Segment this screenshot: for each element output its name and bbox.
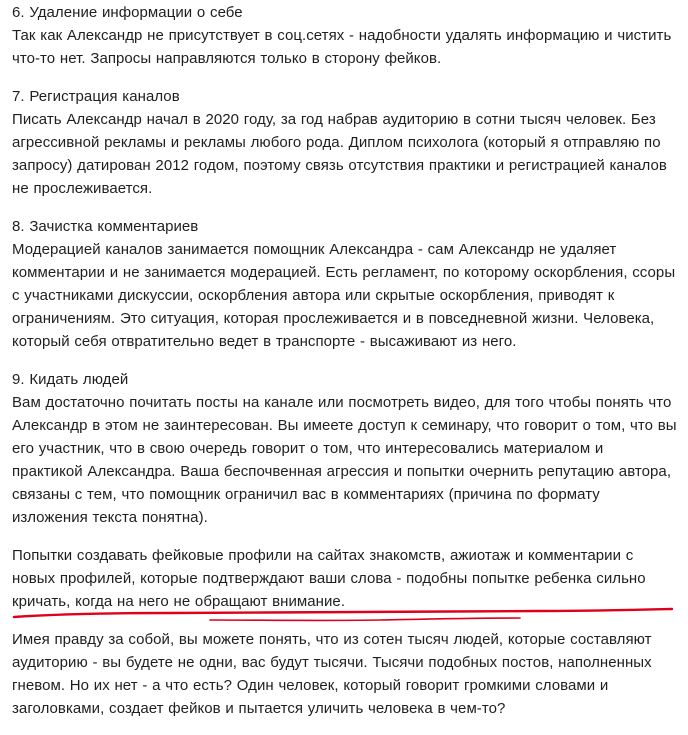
section-text: Так как Александр не присутствует в соц.сетях - надобности удалять информацию и чистить что-то нет. Запросы направляются только в сторону фейков.	[12, 27, 672, 67]
section-heading: 8. Зачистка комментариев	[12, 218, 199, 235]
section-text: Писать Александр начал в 2020 году, за год набрав аудиторию в сотни тысяч человек. Без агрессивной рекламы и рекламы любого рода. Диплом психолога (который я отправляю по запросу) датирован 2012 годом, поэтому связь отсутствия практики и регистрацией каналов не прослеживается.	[12, 111, 667, 197]
section-text: Вам достаточно почитать посты на канале или посмотреть видео, для того чтобы понять что Александр в этом не заинтересован. Вы имеете доступ к семинару, что говорит о том, что вы его участник, что в свою очередь говорит о том, что интересовались материалом и практикой Александра. Ваша беспочвенная агрессия и попытки очернить репутацию автора, связаны с тем, что помощник ограничил вас в комментариях (причина по формату изложения текста понятна).	[12, 394, 677, 526]
paragraph-conclusion	[12, 628, 678, 720]
section-9	[12, 368, 678, 529]
paragraph-text: Попытки создавать фейковые профили на сайтах знакомств, ажиотаж и комментарии с новых профилей, которые подтверждают ваши слова - подобны попытке ребенка сильно кричать, когда на него не обращают внимание.	[12, 547, 646, 610]
paragraph-text: Имея правду за собой, вы можете понять, что из сотен тысяч людей, которые составляют аудиторию - вы будете не одни, вас будут тысячи. Тысячи подобных постов, наполненных гневом. Но их нет - а что есть? Один человек, который говорит громкими словами и заголовками, создает фейков и пытается уличить человека в чем-то?	[12, 631, 652, 717]
section-heading: 7. Регистрация каналов	[12, 88, 180, 105]
section-heading: 9. Кидать людей	[12, 371, 129, 388]
section-7	[12, 85, 678, 200]
paragraph-fake-profiles	[12, 544, 678, 613]
section-6	[12, 1, 678, 70]
section-text: Модерацией каналов занимается помощник Александра - сам Александр не удаляет комментарии и не занимается модерацией. Есть регламент, по которому оскорбления, ссоры с участниками дискуссии, оскорбления автора или скрытые оскорбления, приводят к ограничениям. Это ситуация, которая прослеживается и в повседневной жизни. Человека, который себя отвратительно ведет в транспорте - высаживают из него.	[12, 241, 676, 350]
section-heading: 6. Удаление информации о себе	[12, 4, 243, 21]
document-body	[12, 1, 678, 735]
section-8	[12, 215, 678, 353]
